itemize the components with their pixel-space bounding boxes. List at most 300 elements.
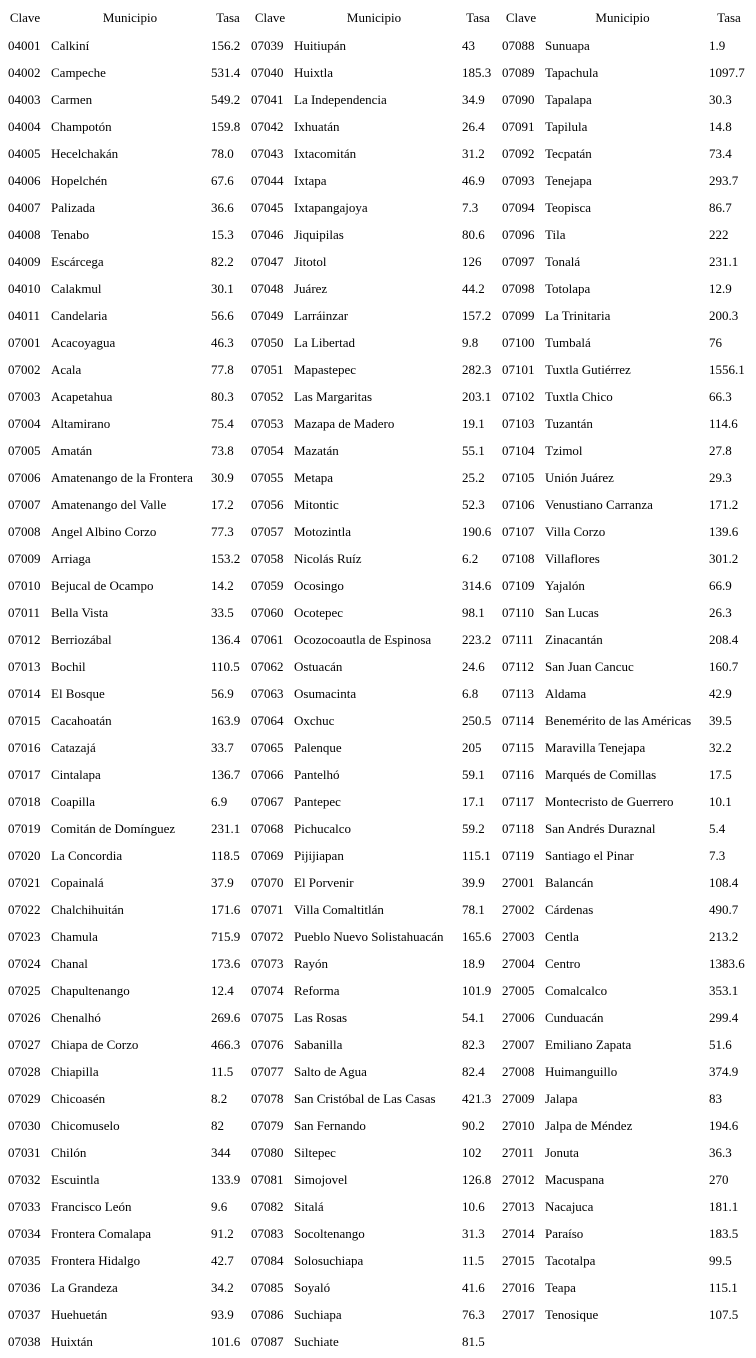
tasa-cell: 98.1 [462,605,485,620]
tasa-cell: 19.1 [462,416,485,431]
tasa-cell: 293.7 [709,173,739,188]
table-row [0,194,756,221]
tasa-cell: 171.2 [709,497,739,512]
tasa-cell: 17.2 [211,497,234,512]
clave-cell: 07085 [251,1280,284,1295]
clave-cell: 27003 [502,929,535,944]
tasa-cell: 73.4 [709,146,732,161]
table-row [0,1112,756,1139]
clave-cell: 07086 [251,1307,284,1322]
table-row [0,572,756,599]
municipio-cell: Bochil [51,659,86,674]
tasa-cell: 82.3 [462,1037,485,1052]
municipio-cell: Sunuapa [545,38,590,53]
tasa-cell: 52.3 [462,497,485,512]
clave-cell: 07043 [251,146,284,161]
municipio-cell: Centro [545,956,581,971]
clave-cell: 07050 [251,335,284,350]
clave-cell: 27013 [502,1199,535,1214]
tasa-cell: 165.6 [462,929,492,944]
clave-cell: 07012 [8,632,41,647]
tasa-cell: 7.3 [709,848,726,863]
municipio-cell: Campeche [51,65,106,80]
clave-cell: 07078 [251,1091,284,1106]
tasa-cell: 270 [709,1172,729,1187]
table-row [0,113,756,140]
municipio-cell: Jonuta [545,1145,579,1160]
clave-cell: 07006 [8,470,41,485]
clave-cell: 04005 [8,146,41,161]
clave-cell: 27001 [502,875,535,890]
municipio-cell: Catazajá [51,740,96,755]
table-row [0,1301,756,1328]
tasa-cell: 203.1 [462,389,492,404]
municipio-cell: San Lucas [545,605,599,620]
tasa-cell: 205 [462,740,482,755]
tasa-cell: 31.3 [462,1226,485,1241]
clave-cell: 07049 [251,308,284,323]
clave-cell: 07112 [502,659,535,674]
municipio-cell: Jiquipilas [294,227,344,242]
clave-cell: 27005 [502,983,535,998]
clave-cell: 07017 [8,767,41,782]
clave-cell: 07019 [8,821,41,836]
tasa-cell: 6.9 [211,794,228,809]
table-row [0,950,756,977]
clave-cell: 27008 [502,1064,535,1079]
tasa-cell: 42.9 [709,686,732,701]
municipio-cell: Aldama [545,686,587,701]
municipio-cell: Oxchuc [294,713,335,728]
tasa-cell: 99.5 [709,1253,732,1268]
clave-cell: 07008 [8,524,41,539]
tasa-cell: 29.3 [709,470,732,485]
clave-cell: 07020 [8,848,41,863]
clave-cell: 07113 [502,686,535,701]
tasa-cell: 54.1 [462,1010,485,1025]
clave-cell: 07097 [502,254,535,269]
municipio-cell: Venustiano Carranza [545,497,653,512]
tasa-cell: 490.7 [709,902,739,917]
clave-cell: 27012 [502,1172,535,1187]
clave-cell: 07077 [251,1064,284,1079]
municipio-cell: Champotón [51,119,112,134]
tasa-header: Tasa [717,10,741,25]
municipio-cell: Santiago el Pinar [545,848,634,863]
tasa-cell: 159.8 [211,119,241,134]
clave-cell: 07081 [251,1172,284,1187]
clave-cell: 07065 [251,740,284,755]
clave-cell: 07118 [502,821,535,836]
tasa-cell: 115.1 [462,848,491,863]
clave-cell: 07067 [251,794,284,809]
clave-cell: 07048 [251,281,284,296]
clave-cell: 07030 [8,1118,41,1133]
tasa-cell: 110.5 [211,659,240,674]
municipio-cell: Acacoyagua [51,335,116,350]
clave-cell: 07092 [502,146,535,161]
tasa-cell: 107.5 [709,1307,739,1322]
clave-cell: 07100 [502,335,535,350]
municipio-cell: Chicomuselo [51,1118,120,1133]
clave-cell: 07011 [8,605,41,620]
municipio-cell: Villaflores [545,551,600,566]
tasa-cell: 36.6 [211,200,234,215]
municipio-cell: Paraíso [545,1226,584,1241]
clave-cell: 07105 [502,470,535,485]
clave-cell: 27002 [502,902,535,917]
tasa-cell: 66.9 [709,578,732,593]
tasa-cell: 24.6 [462,659,485,674]
municipio-cell: Mazatán [294,443,339,458]
clave-cell: 07038 [8,1334,41,1349]
municipio-cell: Acala [51,362,82,377]
clave-cell: 27016 [502,1280,535,1295]
clave-cell: 04004 [8,119,41,134]
tasa-cell: 344 [211,1145,231,1160]
tasa-cell: 34.2 [211,1280,234,1295]
table-row [0,1139,756,1166]
tasa-cell: 81.5 [462,1334,485,1349]
municipio-cell: Socoltenango [294,1226,365,1241]
table-row [0,788,756,815]
clave-cell: 07059 [251,578,284,593]
municipio-header: Municipio [102,10,158,25]
tasa-cell: 157.2 [462,308,492,323]
clave-cell: 07116 [502,767,535,782]
clave-cell: 27017 [502,1307,535,1322]
tasa-cell: 1097.7 [709,65,745,80]
table-row [0,1328,756,1355]
clave-cell: 07027 [8,1037,41,1052]
municipio-cell: Copainalá [51,875,104,890]
municipio-cell: Chiapilla [51,1064,99,1079]
tasa-cell: 353.1 [709,983,739,998]
tasa-cell: 153.2 [211,551,241,566]
tasa-cell: 136.7 [211,767,241,782]
tasa-cell: 32.2 [709,740,732,755]
tasa-cell: 82 [211,1118,224,1133]
clave-cell: 07080 [251,1145,284,1160]
municipio-cell: Marqués de Comillas [545,767,657,782]
tasa-cell: 549.2 [211,92,241,107]
municipio-cell: Tuzantán [545,416,593,431]
municipio-cell: Macuspana [545,1172,605,1187]
clave-cell: 07084 [251,1253,284,1268]
municipio-cell: Soyaló [294,1280,331,1295]
clave-cell: 07073 [251,956,284,971]
clave-cell: 07016 [8,740,41,755]
clave-cell: 07026 [8,1010,41,1025]
table-row [0,734,756,761]
tasa-cell: 185.3 [462,65,492,80]
municipio-cell: Ocosingo [294,578,344,593]
tasa-cell: 200.3 [709,308,739,323]
municipio-cell: Coapilla [51,794,96,809]
clave-cell: 07061 [251,632,284,647]
tasa-cell: 715.9 [211,929,241,944]
clave-cell: 07001 [8,335,41,350]
clave-cell: 27009 [502,1091,535,1106]
table-row [0,545,756,572]
tasa-cell: 194.6 [709,1118,739,1133]
clave-header: Clave [9,10,41,25]
clave-cell: 07076 [251,1037,284,1052]
table-row [0,1058,756,1085]
clave-cell: 07064 [251,713,284,728]
municipio-cell: Tenejapa [545,173,592,188]
clave-cell: 07007 [8,497,41,512]
municipio-cell: Teapa [545,1280,576,1295]
municipio-cell: Comalcalco [545,983,608,998]
municipio-cell: El Bosque [51,686,105,701]
tasa-cell: 73.8 [211,443,234,458]
clave-cell: 07101 [502,362,535,377]
table-row [0,815,756,842]
municipio-cell: Angel Albino Corzo [51,524,157,539]
clave-cell: 07005 [8,443,41,458]
clave-cell: 07082 [251,1199,284,1214]
clave-cell: 07114 [502,713,535,728]
tasa-cell: 41.6 [462,1280,485,1295]
municipio-cell: Suchiate [294,1334,339,1349]
clave-cell: 27004 [502,956,535,971]
tasa-cell: 133.9 [211,1172,241,1187]
municipio-cell: La Libertad [294,335,355,350]
municipio-cell: La Independencia [294,92,387,107]
clave-cell: 27007 [502,1037,535,1052]
tasa-cell: 26.3 [709,605,732,620]
tasa-cell: 39.9 [462,875,485,890]
tasa-cell: 181.1 [709,1199,739,1214]
municipio-cell: Jalpa de Méndez [545,1118,633,1133]
tasa-cell: 43 [462,38,475,53]
tasa-cell: 466.3 [211,1037,241,1052]
clave-cell: 07057 [251,524,284,539]
clave-cell: 07044 [251,173,284,188]
tasa-cell: 59.2 [462,821,485,836]
clave-cell: 27015 [502,1253,535,1268]
clave-cell: 07028 [8,1064,41,1079]
municipio-cell: Huehuetán [51,1307,108,1322]
tasa-cell: 213.2 [709,929,739,944]
tasa-cell: 115.1 [709,1280,738,1295]
municipio-cell: Huixtla [294,65,333,80]
tasa-cell: 299.4 [709,1010,739,1025]
clave-cell: 07060 [251,605,284,620]
clave-cell: 27014 [502,1226,535,1241]
municipio-cell: Chiapa de Corzo [51,1037,139,1052]
tasa-cell: 66.3 [709,389,732,404]
tasa-cell: 531.4 [211,65,241,80]
municipio-cell: Villa Corzo [545,524,606,539]
municipio-cell: Tuxtla Chico [545,389,613,404]
tasa-cell: 56.6 [211,308,234,323]
table-row [0,1004,756,1031]
tasa-cell: 17.1 [462,794,485,809]
municipio-cell: Osumacinta [294,686,357,701]
table-row [0,86,756,113]
municipio-cell: Ostuacán [294,659,343,674]
clave-cell: 07014 [8,686,41,701]
table-row [0,59,756,86]
table-row [0,248,756,275]
municipio-cell: Mapastepec [294,362,357,377]
municipio-cell: Huixtán [51,1334,93,1349]
municipio-cell: Siltepec [294,1145,336,1160]
municipio-cell: Salto de Agua [294,1064,367,1079]
municipio-cell: Francisco León [51,1199,132,1214]
municipio-cell: Tuxtla Gutiérrez [545,362,631,377]
municipio-cell: Solosuchiapa [294,1253,364,1268]
table-row [0,167,756,194]
clave-cell: 07034 [8,1226,41,1241]
tasa-cell: 9.6 [211,1199,228,1214]
municipio-cell: Candelaria [51,308,108,323]
tasa-cell: 301.2 [709,551,739,566]
tasa-cell: 163.9 [211,713,241,728]
clave-cell: 07104 [502,443,535,458]
clave-cell: 07110 [502,605,535,620]
municipio-cell: Chamula [51,929,98,944]
table-row [0,140,756,167]
table-header [0,0,756,36]
table-row [0,1220,756,1247]
clave-cell: 07025 [8,983,41,998]
table-row [0,869,756,896]
clave-cell: 07083 [251,1226,284,1241]
table-row [0,464,756,491]
clave-cell: 07096 [502,227,535,242]
clave-cell: 07089 [502,65,535,80]
tasa-cell: 36.3 [709,1145,732,1160]
tasa-cell: 33.7 [211,740,234,755]
clave-header: Clave [254,10,286,25]
clave-cell: 07055 [251,470,284,485]
tasa-cell: 9.8 [462,335,479,350]
tasa-cell: 126 [462,254,482,269]
table-row [0,302,756,329]
municipio-cell: Sitalá [294,1199,324,1214]
municipio-cell: Ocozocoautla de Espinosa [294,632,432,647]
clave-cell: 07037 [8,1307,41,1322]
clave-cell: 04007 [8,200,41,215]
municipio-cell: Huitiupán [294,38,346,53]
municipio-cell: Las Rosas [294,1010,348,1025]
municipio-cell: Centla [545,929,579,944]
clave-cell: 07047 [251,254,284,269]
municipio-header: Municipio [595,10,650,25]
clave-cell: 07102 [502,389,535,404]
tasa-cell: 231.1 [709,254,739,269]
table-row [0,491,756,518]
table-row [0,761,756,788]
municipio-cell: Reforma [294,983,340,998]
tasa-cell: 136.4 [211,632,241,647]
municipio-cell: Cintalapa [51,767,101,782]
clave-cell: 07033 [8,1199,41,1214]
clave-cell: 07013 [8,659,41,674]
municipio-cell: Tenabo [51,227,90,242]
municipio-cell: Altamirano [51,416,111,431]
table-row [0,842,756,869]
table-row [0,680,756,707]
tasa-cell: 39.5 [709,713,732,728]
municipio-cell: Palizada [51,200,96,215]
tasa-cell: 190.6 [462,524,492,539]
municipio-cell: Ixtapa [294,173,327,188]
table-row [0,275,756,302]
tasa-cell: 42.7 [211,1253,234,1268]
clave-cell: 07071 [251,902,284,917]
table-row [0,383,756,410]
clave-cell: 07066 [251,767,284,782]
tasa-cell: 18.9 [462,956,485,971]
municipio-cell: Motozintla [294,524,352,539]
municipio-cell: Montecristo de Guerrero [545,794,674,809]
clave-cell: 27010 [502,1118,535,1133]
clave-cell: 07031 [8,1145,41,1160]
table-row [0,923,756,950]
clave-cell: 07056 [251,497,284,512]
clave-cell: 27011 [502,1145,535,1160]
municipio-cell: Teopisca [545,200,592,215]
tasa-cell: 37.9 [211,875,234,890]
clave-cell: 07115 [502,740,535,755]
municipio-cell: Chanal [51,956,88,971]
tasa-cell: 67.6 [211,173,234,188]
clave-cell: 07032 [8,1172,41,1187]
tasa-cell: 31.2 [462,146,485,161]
municipio-cell: Pantepec [294,794,341,809]
clave-cell: 07062 [251,659,284,674]
municipio-cell: Amatenango de la Frontera [51,470,193,485]
tasa-cell: 15.3 [211,227,234,242]
tasa-cell: 101.6 [211,1334,241,1349]
municipio-cell: Huimanguillo [545,1064,618,1079]
tasa-cell: 78.0 [211,146,234,161]
clave-cell: 07051 [251,362,284,377]
tasa-cell: 101.9 [462,983,492,998]
table-row [0,1193,756,1220]
tasa-cell: 223.2 [462,632,492,647]
clave-cell: 07109 [502,578,535,593]
tasa-cell: 93.9 [211,1307,234,1322]
municipio-cell: San Andrés Duraznal [545,821,656,836]
tasa-cell: 1383.6 [709,956,745,971]
clave-cell: 07098 [502,281,535,296]
tasa-cell: 139.6 [709,524,739,539]
tasa-cell: 171.6 [211,902,241,917]
municipio-cell: Amatán [51,443,93,458]
municipio-cell: Tonalá [545,254,581,269]
tasa-cell: 183.5 [709,1226,739,1241]
clave-cell: 07036 [8,1280,41,1295]
table-row [0,1166,756,1193]
tasa-cell: 30.9 [211,470,234,485]
municipio-cell: Bella Vista [51,605,109,620]
clave-cell: 07107 [502,524,535,539]
municipio-cell: Metapa [294,470,333,485]
municipio-cell: Arriaga [51,551,91,566]
municipio-cell: Pichucalco [294,821,352,836]
municipio-cell: Palenque [294,740,342,755]
table-row [0,518,756,545]
municipio-cell: El Porvenir [294,875,354,890]
clave-cell: 07075 [251,1010,284,1025]
table-row [0,626,756,653]
clave-cell: 07069 [251,848,284,863]
